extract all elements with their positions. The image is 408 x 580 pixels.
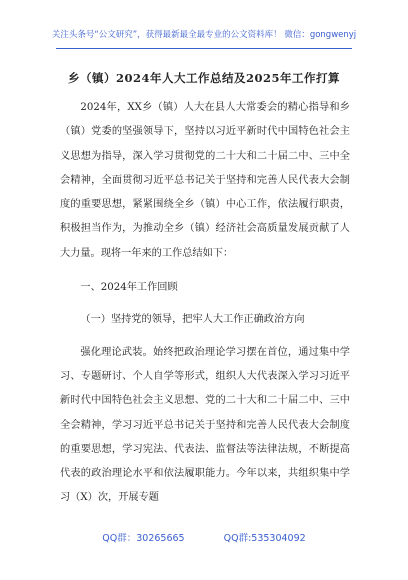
qq-group-2: QQ群:535304092 [223, 533, 306, 544]
qq-group-1: QQ群：30265665 [102, 533, 185, 544]
section-heading: 一、2024年工作回顾 [80, 282, 178, 294]
document-title: 乡（镇）2024年人大工作总结及2025年工作打算 [67, 71, 340, 85]
body-paragraph: 强化理论武装。始终把政治理论学习摆在首位，通过集中学习、专题研讨、个人自学等形式，组织人大代表深入学习习近平新时代中国特色社会主义思想、党的二十大和二十届二中、三中全会精神，学习习近平总书记关于坚持和完善人民代表大会制度的重要思想，学习宪法、代表法、监督法等法律法规，不断提高代表的政治理论水平和依法履职能力。今年以来，共组织集中学习（X）次，开展专题 [60, 346, 350, 504]
page-footer [0, 530, 408, 544]
header-divider [56, 48, 352, 49]
subsection-heading: （一）坚持党的领导，把牢人大工作正确政治方向 [80, 314, 305, 326]
intro-paragraph: 2024年，XX乡（镇）人大在县人大常委会的精心指导和乡（镇）党委的坚强领导下，坚持以习近平新时代中国特色社会主义思想为指导，深入学习贯彻党的二十大和二十届二中、三中全会精神，全面贯彻习近平总书记关于坚持和完善人民代表大会制度的重要思想，紧紧围绕全乡（镇）中心工作，依法履行职责，积极担当作为，为推动全乡（镇）经济社会高质量发展贡献了人大力量。现将一年来的工作总结如下： [60, 102, 350, 259]
page-header: 关注头条号“公文研究”，获得最新最全最专业的公文资料库！ 微信：gongwenyj [51, 30, 357, 40]
document-body [60, 96, 350, 511]
